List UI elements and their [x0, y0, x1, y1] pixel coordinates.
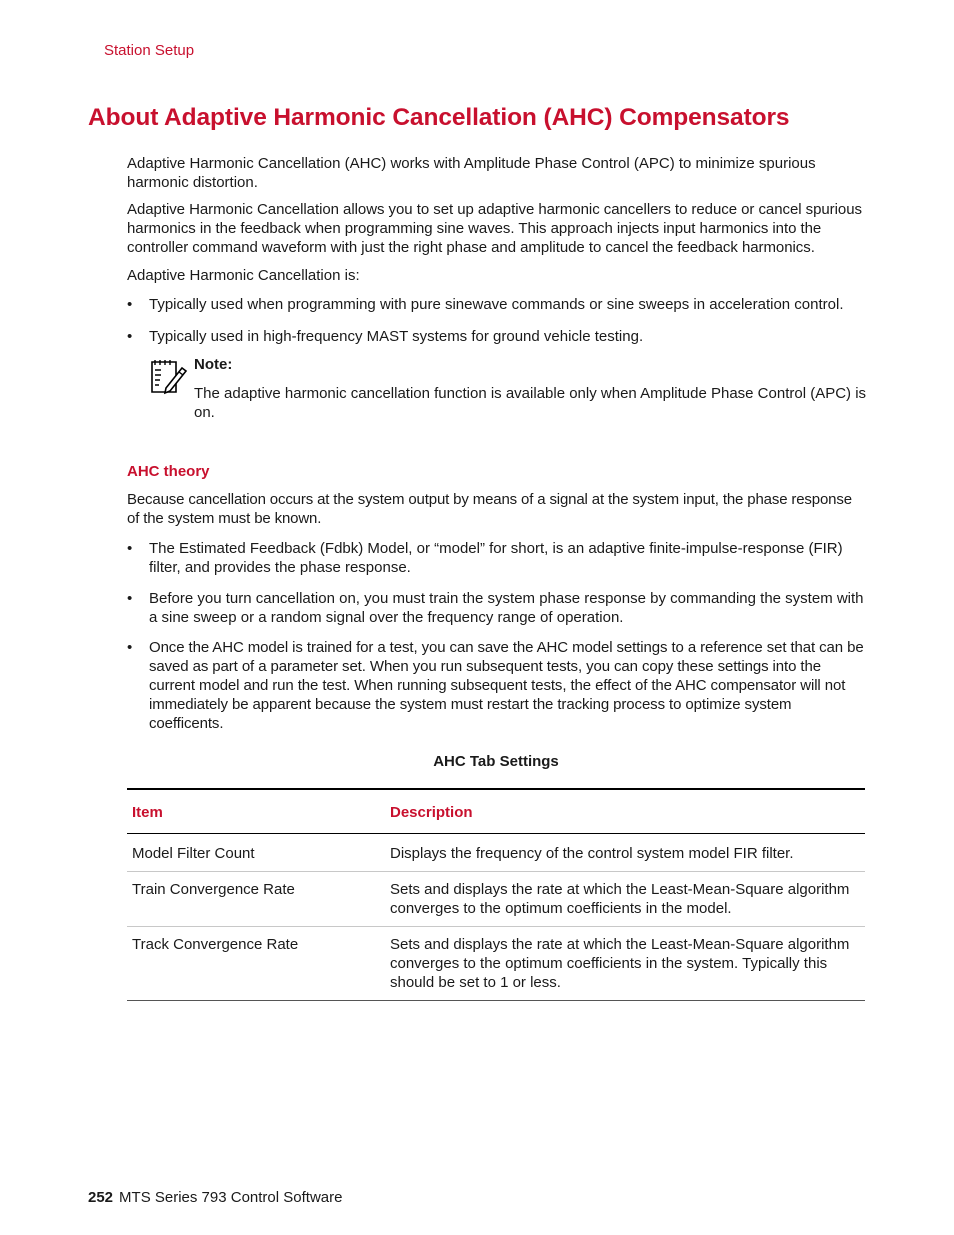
list-item-text: Typically used when programming with pure sinewave commands or sine sweeps in acceleration control.	[149, 296, 844, 313]
table-row	[127, 834, 865, 872]
page-footer	[88, 1189, 342, 1206]
note-text: The adaptive harmonic cancellation function is available only when Amplitude Phase Control (APC) is on.	[194, 385, 867, 421]
list-item-text: Typically used in high-frequency MAST systems for ground vehicle testing.	[149, 328, 644, 345]
breadcrumb: Station Setup	[104, 42, 195, 59]
note-pencil-icon	[148, 358, 188, 396]
table-row	[127, 872, 865, 927]
bullet-marker: •	[127, 540, 133, 557]
theory-paragraph-1: Because cancellation occurs at the system output by means of a signal at the system input, the phase response of the system must be known.	[127, 491, 852, 527]
table-cell-description: Sets and displays the rate at which the Least-Mean-Square algorithm converges to the optimum coefficients in the model.	[390, 881, 850, 917]
page-number: 252	[88, 1189, 114, 1206]
table-cell-item: Track Convergence Rate	[132, 936, 299, 953]
page-title: About Adaptive Harmonic Cancellation (AHC) Compensators	[88, 104, 790, 131]
list-item-text: Once the AHC model is trained for a test, you can save the AHC model settings to a reference set that can be saved as part of a parameter set. When you run subsequent tests, you can copy these settings into the current model and run the test. When running subsequent tests, the effect of the AHC compensator will not immediately be apparent because the system must restart the tracking process to optimize system coefficents.	[149, 639, 864, 732]
table-row	[127, 927, 865, 1001]
document-title: MTS Series 793 Control Software	[119, 1189, 343, 1206]
intro-paragraph-1: Adaptive Harmonic Cancellation (AHC) works with Amplitude Phase Control (APC) to minimize spurious harmonic distortion.	[127, 155, 816, 191]
bullet-marker: •	[127, 296, 133, 313]
settings-table	[127, 788, 865, 1001]
bullet-marker: •	[127, 639, 133, 656]
column-header-description: Description	[390, 804, 473, 821]
list-item-text: The Estimated Feedback (Fdbk) Model, or “model” for short, is an adaptive finite-impulse-response (FIR) filter, and provides the phase response.	[149, 540, 843, 576]
table-cell-description: Displays the frequency of the control system model FIR filter.	[390, 845, 794, 862]
intro-paragraph-2: Adaptive Harmonic Cancellation allows you to set up adaptive harmonic cancellers to reduce or cancel spurious harmonics in the feedback when programming sine waves. This approach injects input harmonics into the controller command waveform with just the right phase and amplitude to cancel the feedback harmonics.	[127, 201, 862, 256]
table-cell-item: Model Filter Count	[132, 845, 255, 862]
table-header-row	[127, 789, 865, 834]
note-label: Note:	[194, 356, 233, 373]
section-heading-ahc-theory: AHC theory	[127, 463, 210, 480]
table-caption: AHC Tab Settings	[433, 753, 559, 770]
bullet-marker: •	[127, 590, 133, 607]
table-cell-description: Sets and displays the rate at which the Least-Mean-Square algorithm converges to the optimum coefficients in the system. Typically this should be set to 1 or less.	[390, 936, 850, 991]
list-item-text: Before you turn cancellation on, you must train the system phase response by commanding the system with a sine sweep or a random signal over the frequency range of operation.	[149, 590, 864, 626]
column-header-item: Item	[132, 804, 163, 821]
intro-paragraph-3: Adaptive Harmonic Cancellation is:	[127, 267, 360, 284]
table-cell-item: Train Convergence Rate	[132, 881, 295, 898]
bullet-marker: •	[127, 328, 133, 345]
